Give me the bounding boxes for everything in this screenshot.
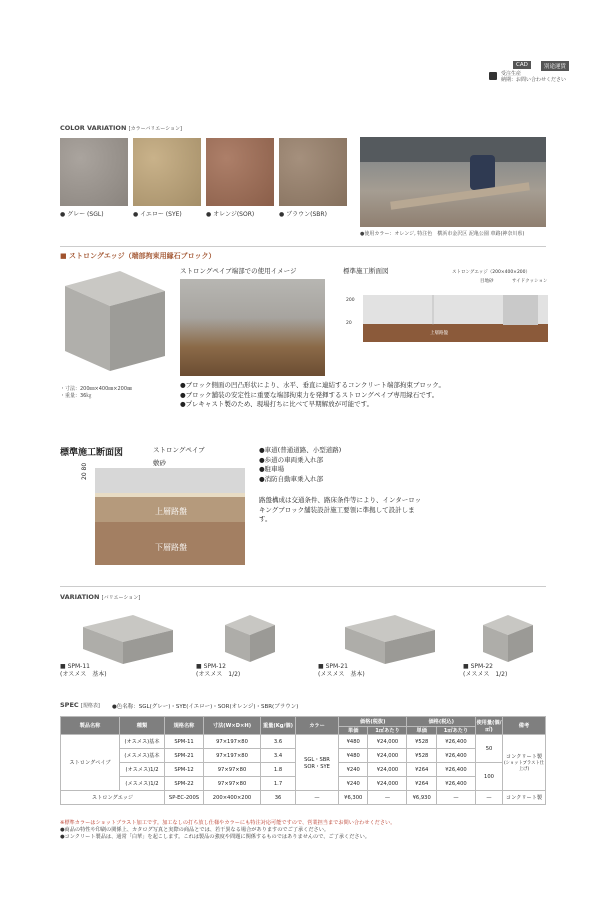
spec-th-usage: 使用量(個/㎡) xyxy=(476,717,503,735)
cell-price-tax-m2: ¥26,400 xyxy=(436,735,475,749)
note-3: ●コンクリート製品は、通常「白華」を起こします。これは製品の強度や問題に関係するものではありませんので、ご了承ください。 xyxy=(60,834,370,840)
cell-price-tax: ¥528 xyxy=(407,735,436,749)
section-label-joint: 目地砂 xyxy=(480,279,494,284)
order-line-1: 受注生産 xyxy=(501,71,522,77)
use-3: ●駐車場 xyxy=(259,465,285,473)
section-label-edge: ストロングエッジ（200×400×200） xyxy=(452,270,531,275)
cell-kind: (オスメス)1/2 xyxy=(120,763,165,777)
variation-desc-1: (オスメス 基本) xyxy=(60,671,107,678)
cell-code: SPM-12 xyxy=(165,763,204,777)
section-note: 路盤構成は交通条件、路床条件等により、インターロッキングブロック舗装設計施工要領に準拠して設計します。 xyxy=(259,496,422,523)
variation-heading xyxy=(60,593,140,601)
cell-price: ¥240 xyxy=(339,763,368,777)
section-label-sand: 敷砂 xyxy=(153,459,166,467)
cell-size: 97×197×80 xyxy=(204,735,261,749)
variation-image-4 xyxy=(478,612,538,667)
variation-image-2 xyxy=(220,612,280,667)
section-label-cushion: サイドクッション xyxy=(512,279,548,284)
divider xyxy=(60,586,546,587)
section-uses xyxy=(259,446,341,484)
swatch-label-grey: ● グレー (SGL) xyxy=(60,211,104,218)
spec-subtitle: [規格表] xyxy=(80,703,100,709)
cell-size: 200×400×200 xyxy=(204,791,261,805)
swatch-label-brown: ● ブラウン(SBR) xyxy=(279,211,327,218)
spec-th-price: 価格(税抜) xyxy=(339,717,407,727)
cell-kind: (オスメス)基本 xyxy=(120,735,165,749)
cell-kind: (メスメス)基本 xyxy=(120,749,165,763)
swatch-yellow xyxy=(133,138,201,206)
cell-price: ¥240 xyxy=(339,777,368,791)
cell-remarks xyxy=(503,735,546,791)
section-dim: 20 80 xyxy=(81,462,88,480)
variation-label-1 xyxy=(60,663,107,679)
edge-bullet-2: ●ブロック舗装の安定性に重要な端部拘束力を発揮するストロングペイブ専用縁石です。 xyxy=(180,390,439,399)
spec-th-remarks: 備考 xyxy=(503,717,546,735)
cell-price: ¥480 xyxy=(339,735,368,749)
color-variation-title: COLOR VARIATION xyxy=(60,124,127,132)
edge-title: ■ ストロングエッジ（端部拘束用縁石ブロック） xyxy=(60,252,216,260)
color-line-2: SOR・SYE xyxy=(304,763,330,770)
variation-code-3: ■ SPM-21 xyxy=(318,663,348,670)
use-1: ●車道(普通道路、小型道路) xyxy=(259,446,342,454)
edge-section-diagram xyxy=(343,277,548,347)
cell-price-tax: ¥6,930 xyxy=(407,791,436,805)
cell-price-m2: ¥24,000 xyxy=(368,763,407,777)
spec-table xyxy=(60,716,546,805)
section-dim-200: 200 xyxy=(346,298,355,303)
variation-image-3 xyxy=(340,612,440,667)
site-photo xyxy=(360,137,546,227)
spec-th-color: カラー xyxy=(296,717,339,735)
variation-code-4: ■ SPM-22 xyxy=(463,663,493,670)
photo-caption: ●使用カラー：オレンジ, 特注色 横浜市金沢区 泥亀公園 車路(神奈川県) xyxy=(360,231,525,237)
color-line-1: SGL・SBR xyxy=(304,756,330,763)
cell-price-tax: ¥528 xyxy=(407,749,436,763)
cell-size: 97×197×80 xyxy=(204,749,261,763)
section-title: 標準施工断面図 xyxy=(60,448,124,458)
color-variation-subtitle: [カラーバリエーション] xyxy=(128,126,183,132)
spec-th-price-tax: 価格(税込) xyxy=(407,717,476,727)
spec-th-per-m2: 1㎡あたり xyxy=(368,727,407,735)
cell-price-m2: ¥24,000 xyxy=(368,735,407,749)
spec-colors: ●色名称：SGL(グレー)・SYE(イエロー)・SOR(オレンジ)・SBR(ブラウン) xyxy=(112,704,299,710)
spec-th-per-m2-tax: 1㎡あたり xyxy=(436,727,475,735)
layer-lower: 下層路盤 xyxy=(155,543,187,552)
cell-weight: 36 xyxy=(261,791,296,805)
spec-notes xyxy=(60,820,546,841)
cell-price: ¥6,300 xyxy=(339,791,368,805)
swatch-brown xyxy=(279,138,347,206)
cell-weight: 3.6 xyxy=(261,735,296,749)
cell-remarks: コンクリート製 xyxy=(503,791,546,805)
cell-price: ¥480 xyxy=(339,749,368,763)
spec-th-weight: 重量(Kg/個) xyxy=(261,717,296,735)
order-info xyxy=(501,71,566,83)
variation-label-2 xyxy=(196,663,240,679)
variation-desc-3: (メスメス 基本) xyxy=(318,671,365,678)
edge-bullets xyxy=(180,381,445,410)
cell-price-tax: ¥264 xyxy=(407,777,436,791)
cell-size: 97×97×80 xyxy=(204,763,261,777)
cell-code: SPM-22 xyxy=(165,777,204,791)
cell-code: SP-EC-200S xyxy=(165,791,204,805)
edge-bullet-3: ●プレキャスト製のため、現場打ちに比べて早期解放が可能です。 xyxy=(180,400,374,408)
table-row xyxy=(61,735,546,749)
use-4: ●消防自動車乗入れ部 xyxy=(259,474,324,483)
cell-price-tax-m2: — xyxy=(436,791,475,805)
swatch-label-orange: ● オレンジ(SOR) xyxy=(206,211,255,218)
color-variation-heading xyxy=(60,124,182,132)
cell-price-tax-m2: ¥26,400 xyxy=(436,749,475,763)
cell-usage: — xyxy=(476,791,503,805)
edge-spec xyxy=(60,386,132,400)
cell-price-m2: ¥24,000 xyxy=(368,777,407,791)
cell-price-tax-m2: ¥26,400 xyxy=(436,777,475,791)
pavement-section-diagram xyxy=(80,468,245,568)
cell-usage-100: 100 xyxy=(476,763,503,791)
cell-kind: (メスメス)1/2 xyxy=(120,777,165,791)
remark-line-2: (ショットブラスト仕上げ) xyxy=(503,761,544,772)
section-label-pave: ストロングペイブ xyxy=(153,446,205,454)
remark-line-1: コンクリート製 xyxy=(505,754,543,760)
spec-header-row xyxy=(61,717,546,727)
edge-block-image xyxy=(60,266,170,381)
cell-price-tax: ¥264 xyxy=(407,763,436,777)
cell-price-tax-m2: ¥26,400 xyxy=(436,763,475,777)
cell-code: SPM-11 xyxy=(165,735,204,749)
cell-colors xyxy=(296,735,339,791)
spec-th-unit-tax: 単価 xyxy=(407,727,436,735)
spec-title: SPEC xyxy=(60,701,79,709)
cell-weight: 1.7 xyxy=(261,777,296,791)
spec-product-name: ストロングペイブ xyxy=(61,735,120,791)
cell-price-m2: ¥24,000 xyxy=(368,749,407,763)
edge-bullet-1: ●ブロック側面の凹凸形状により、水平、垂直に連結するコンクリート端部拘束ブロック。 xyxy=(180,381,446,389)
cell-colors: — xyxy=(296,791,339,805)
usage-caption: ストロングペイブ端部での使用イメージ xyxy=(180,267,297,275)
cell-weight: 3.4 xyxy=(261,749,296,763)
section-label-base: 上層路盤 xyxy=(430,331,448,336)
table-row xyxy=(61,791,546,805)
spec-th-size: 寸法(W×D×H) xyxy=(204,717,261,735)
divider xyxy=(60,246,546,247)
section-caption: 標準施工断面図 xyxy=(343,267,389,275)
swatch-label-yellow: ● イエロー (SYE) xyxy=(133,211,182,218)
variation-image-1 xyxy=(78,612,178,667)
cell-price-m2: — xyxy=(368,791,407,805)
cell-code: SPM-21 xyxy=(165,749,204,763)
variation-label-3 xyxy=(318,663,365,679)
section-dim-20: 20 xyxy=(346,321,352,326)
cell-weight: 1.8 xyxy=(261,763,296,777)
cad-tag: CAD xyxy=(513,61,531,69)
edge-size: ・寸法：200㎜×400㎜×200㎜ xyxy=(60,386,133,392)
variation-desc-4: (メスメス 1/2) xyxy=(463,671,508,678)
spec-th-unit: 単価 xyxy=(339,727,368,735)
note-2: ●商品の特性や印刷の関係上、カタログ写真と実際の商品とでは、若干異なる場合がありますのでご了承ください。 xyxy=(60,827,330,833)
order-icon xyxy=(489,72,497,80)
swatch-grey xyxy=(60,138,128,206)
cell-size: 97×97×80 xyxy=(204,777,261,791)
usage-photo xyxy=(180,279,325,376)
spec-th-product: 製品名称 xyxy=(61,717,120,735)
variation-title: VARIATION xyxy=(60,593,100,601)
variation-code-1: ■ SPM-11 xyxy=(60,663,90,670)
note-1: ※標準カラーはショットブラスト加工です。加工なしの打ち放し仕様やカラーにも特注対応可能ですので、営業担当までお問い合わせください。 xyxy=(60,820,396,826)
spec-th-code: 規格名称 xyxy=(165,717,204,735)
variation-code-2: ■ SPM-12 xyxy=(196,663,226,670)
layer-upper: 上層路盤 xyxy=(155,507,187,516)
cell-usage-50: 50 xyxy=(476,735,503,763)
variation-label-4 xyxy=(463,663,507,679)
use-2: ●歩道の車両乗入れ部 xyxy=(259,455,324,464)
variation-desc-2: (オスメス 1/2) xyxy=(196,671,241,678)
cell-edge-name: ストロングエッジ xyxy=(61,791,165,805)
spec-heading xyxy=(60,701,100,709)
shipping-tag: 別途運賃 xyxy=(541,61,569,71)
order-line-2: 納期：お問い合わせください xyxy=(501,77,567,83)
spec-th-kind: 種類 xyxy=(120,717,165,735)
swatch-orange xyxy=(206,138,274,206)
variation-subtitle: [バリエーション] xyxy=(101,595,141,601)
edge-weight: ・重量：36㎏ xyxy=(60,393,92,399)
